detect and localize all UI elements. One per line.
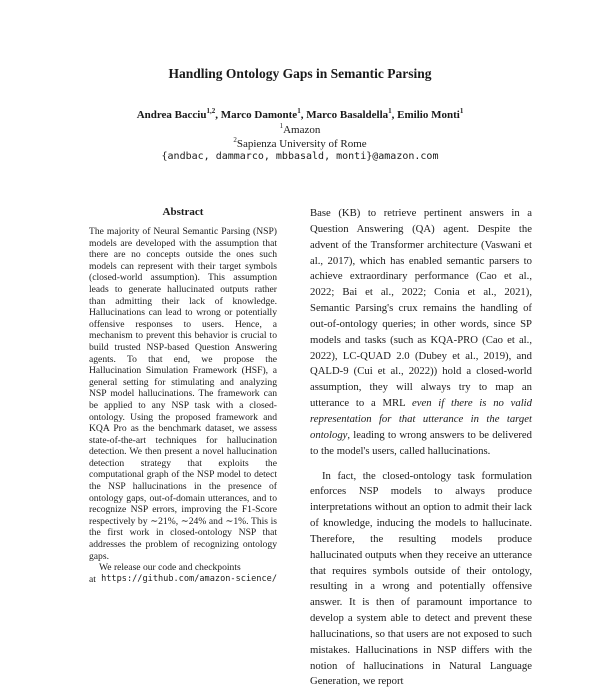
author-name: Marco Basaldella <box>306 109 388 121</box>
affiliation <box>0 136 600 150</box>
author-name: Andrea Bacciu <box>137 109 207 121</box>
abstract-body <box>89 226 277 585</box>
author-list <box>0 107 600 121</box>
abstract-paragraph: We release our code and checkpoints <box>89 562 277 574</box>
abstract-paragraph: The majority of Neural Semantic Parsing (NSP) models are developed with the assumption that there are no concepts outside the ones such models can represent with their target symbols (closed-world assumption). This assumption leads to generate hallucinated outputs rather than admitting their lack of knowledge. Hallucinations can lead to wrong or potentially offensive responses to users. Hence, a mechanism to prevent this behavior is crucial to build trusted NSP-based Question Answering agents. To that end, we propose the Hallucination Simulation Framework (HSF), a general setting for stimulating and analyzing NSP model hallucinations. The framework can be applied to any NSP task with a closed-ontology. Using the proposed framework and KQA Pro as the benchmark dataset, we assess state-of-the-art techniques for hallucination detection. We then present a novel hallucination detection strategy that exploits the computational graph of the NSP model to detect the NSP hallucinations in the presence of ontology gaps, out-of-domain utterances, and to recognize NSP errors, improving the F1-Score respectively by ∼21%, ∼24% and ∼1%. This is the first work in closed-ontology NSP that addresses the problem of recognizing ontology gaps. <box>89 226 277 562</box>
abstract-heading: Abstract <box>88 206 278 218</box>
author-affiliation-mark: 1,2 <box>206 107 215 115</box>
author-separator: , <box>215 109 221 121</box>
author-affiliation-mark: 1 <box>388 107 392 115</box>
body-paragraph <box>310 206 532 460</box>
code-at-label: at <box>89 574 96 586</box>
body-column-right <box>310 206 532 690</box>
author-separator: , <box>301 109 307 121</box>
author-emails: {andbac, dammarco, mbbasald, monti}@amazon.com <box>0 151 600 162</box>
author-affiliation-mark: 1 <box>460 107 464 115</box>
author-affiliation-mark: 1 <box>297 107 301 115</box>
body-text: Base (KB) to retrieve pertinent answers in a Question Answering (QA) agent. Despite the advent of the Transformer architecture (Vaswani et al., 2017), which has enabled semantic parsers to achieve extraordinary performance (Cao et al., 2022; Bai et al., 2022; Conia et al., 2021), Semantic Parsing's crux remains the handling of out-of-ontology queries; in other words, since SP models and tasks (such as KQA-PRO (Cao et al., 2022), LC-QUAD 2.0 (Dubey et al., 2019), and QALD-9 (Cui et al., 2022)) hold a closed-world assumption, they will always try to map an utterance to a MRL <box>310 207 532 409</box>
body-text: , leading to wrong answers to be delivered to the model's users, called hallucinations. <box>310 429 532 457</box>
code-release-line <box>89 574 277 586</box>
body-emphasis: even if there is no valid representation for that utterance in the target ontology <box>310 397 532 441</box>
affiliation-name: Amazon <box>283 124 320 136</box>
author-name: Emilio Monti <box>397 109 460 121</box>
author-separator: , <box>392 109 398 121</box>
affiliation-mark: 2 <box>233 136 237 144</box>
code-url-link[interactable]: https://github.com/amazon-science/ <box>101 574 277 586</box>
affiliation <box>0 122 600 136</box>
affiliation-mark: 1 <box>280 122 284 130</box>
body-paragraph: In fact, the closed-ontology task formulation enforces NSP models to always produce interpretations without an option to admit their lack of knowledge, inducing the models to hallucinate. Therefore, the resulting models produce hallucinated outputs when they receive an utterance that requires symbols outside of their ontology, resulting in a wrong and potentially offensive answer. It is then of paramount importance to develop a system able to detect and prevent these hallucinations, so that users are not exposed to such mistakes. Hallucinations in NSP differs with the notion of hallucinations in Natural Language Generation, we report <box>310 469 532 690</box>
affiliation-name: Sapienza University of Rome <box>237 138 367 150</box>
paper-title: Handling Ontology Gaps in Semantic Parsing <box>0 66 600 82</box>
author-name: Marco Damonte <box>221 109 297 121</box>
